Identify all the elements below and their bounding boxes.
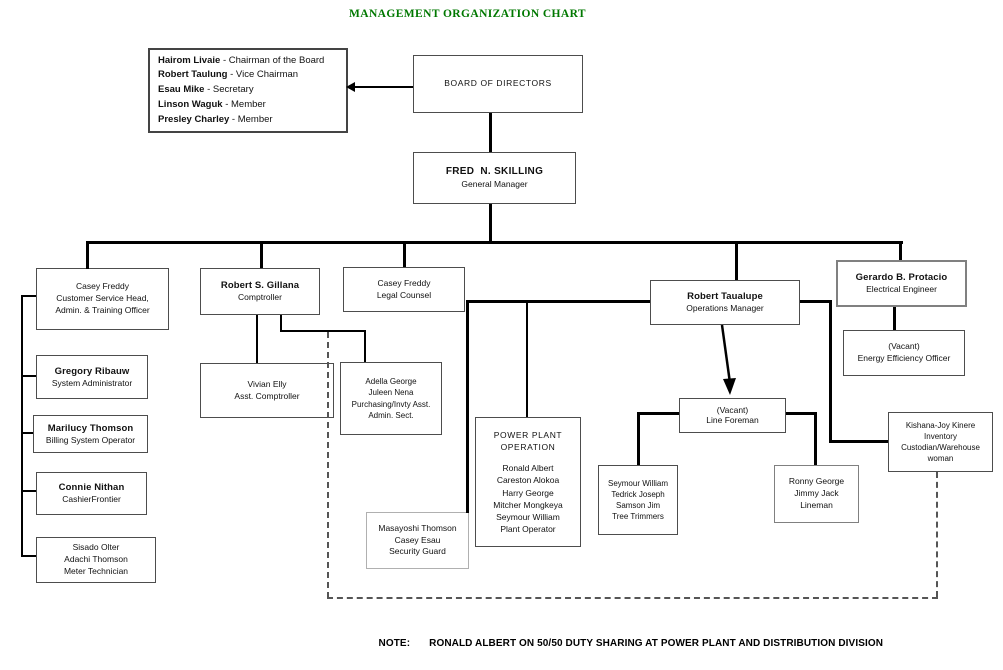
box-board-of-directors xyxy=(413,55,583,113)
person-role: Admin. Sect. xyxy=(368,410,414,420)
person-name: Kishana-Joy Kinere xyxy=(905,420,976,430)
person-name: Robert S. Gillana xyxy=(220,280,300,292)
line-to-adella-drop xyxy=(364,330,366,362)
person-role: Custodian/Warehouse xyxy=(901,443,980,452)
person-role: Legal Counsel xyxy=(376,289,432,300)
person-role: woman xyxy=(927,454,954,464)
person-name: Casey Freddy xyxy=(377,277,431,288)
board-member-row: Presley Charley - Member xyxy=(158,113,273,125)
box-customer-service-head xyxy=(36,268,169,330)
board-member-row: Linson Waguk - Member xyxy=(158,98,266,110)
note-text: RONALD ALBERT ON 50/50 DUTY SHARING AT POWER PLANT AND DISTRIBUTION DIVISION xyxy=(429,638,884,649)
line-rail-stub-marilucy xyxy=(23,432,33,434)
line-gillana-to-vivian xyxy=(256,315,258,363)
box-legal-counsel xyxy=(343,267,465,312)
person-role: Customer Service Head, xyxy=(56,293,149,304)
box-system-administrator xyxy=(36,355,148,399)
box-lineman xyxy=(774,465,859,523)
board-member-row: Esau Mike - Secretary xyxy=(158,84,254,96)
footer-note xyxy=(367,627,883,660)
line-to-power-plant xyxy=(526,302,528,417)
box-tree-trimmers xyxy=(598,465,678,535)
arrow-ops-to-foreman xyxy=(703,325,749,399)
person-name: Gerardo B. Protacio xyxy=(855,272,948,284)
person-name: Seymour William xyxy=(607,478,668,488)
person-role: Tree Trimmers xyxy=(612,512,664,522)
person-role: Meter Technician xyxy=(63,565,129,576)
person-name: Jimmy Jack xyxy=(794,488,839,499)
box-purchasing-admin xyxy=(340,362,442,435)
person-name: Seymour William xyxy=(496,511,560,522)
person-role: General Manager xyxy=(461,179,528,190)
person-role: Electrical Engineer xyxy=(866,284,937,295)
line-drop-legal xyxy=(403,241,406,267)
person-name: Harry George xyxy=(502,487,554,498)
box-electrical-engineer xyxy=(836,260,967,307)
line-foreman-left-horiz xyxy=(637,412,679,415)
person-role: Operations Manager xyxy=(686,303,764,314)
person-name: Ronny George xyxy=(788,476,845,487)
dept-title: OPERATION xyxy=(500,442,556,453)
person-name: Connie Nithan xyxy=(58,482,125,494)
line-drop-operations xyxy=(735,241,738,280)
dept-title: POWER PLANT xyxy=(493,430,563,441)
person-name: Tedrick Joseph xyxy=(611,489,665,499)
person-role: Line Foreman xyxy=(706,414,759,425)
box-energy-efficiency-officer xyxy=(843,330,965,376)
box-power-plant-operation xyxy=(475,417,581,547)
line-drop-cs-head xyxy=(86,241,89,269)
vacant-label: (Vacant) xyxy=(716,404,749,415)
dashed-line-horizontal xyxy=(327,597,938,599)
box-cashier xyxy=(36,472,147,515)
board-member-row: Robert Taulung - Vice Chairman xyxy=(158,69,299,81)
line-foreman-to-lineman xyxy=(814,412,817,465)
line-to-adella-horiz xyxy=(280,330,366,332)
dashed-line-vertical-right xyxy=(936,472,938,597)
person-name: Robert Taualupe xyxy=(687,291,763,303)
line-drop-electrical xyxy=(899,241,902,260)
person-role: Lineman xyxy=(800,499,833,510)
person-name: Juleen Nena xyxy=(368,388,414,398)
line-bod-to-members xyxy=(354,86,413,88)
line-left-rail xyxy=(21,295,23,557)
person-name: Casey Freddy xyxy=(76,281,129,292)
person-role: System Administrator xyxy=(51,377,133,388)
box-label: BOARD OF DIRECTORS xyxy=(444,78,552,89)
person-name: Sisado Olter xyxy=(72,542,120,553)
person-name: Marilucy Thomson xyxy=(47,422,134,434)
person-role: CashierFrontier xyxy=(62,494,121,505)
board-member-row: Hairom Livaie - Chairman of the Board xyxy=(158,54,325,66)
person-name: Masayoshi Thomson xyxy=(378,522,457,533)
line-rail-stub-cs xyxy=(22,295,36,297)
person-name: Vivian Elly xyxy=(247,378,287,389)
person-role: Billing System Operator xyxy=(45,434,136,445)
person-name: FRED N. SKILLING xyxy=(445,166,544,178)
line-foreman-right-horiz xyxy=(786,412,817,415)
line-ops-left-horiz xyxy=(466,300,650,303)
person-name: Casey Esau xyxy=(394,534,441,545)
person-role: Inventory xyxy=(924,431,957,441)
person-role: Plant Operator xyxy=(500,523,556,534)
box-board-members xyxy=(148,48,348,133)
person-role: Energy Efficiency Officer xyxy=(857,353,951,363)
line-protacio-to-vacant xyxy=(893,307,896,330)
person-name: Mitcher Mongkeya xyxy=(493,499,563,510)
person-role: Comptroller xyxy=(238,292,282,303)
person-role: Asst. Comptroller xyxy=(234,390,300,401)
person-name: Samson Jim xyxy=(615,501,660,510)
person-role: Admin. & Training Officer xyxy=(55,304,150,315)
line-ops-right-vert xyxy=(829,300,832,443)
dashed-line-vertical-left xyxy=(327,332,329,598)
page-title: MANAGEMENT ORGANIZATION CHART xyxy=(349,8,586,20)
vacant-label: (Vacant) xyxy=(888,341,920,352)
line-drop-comptroller xyxy=(260,241,263,268)
box-operations-manager xyxy=(650,280,800,325)
box-line-foreman xyxy=(679,398,786,433)
person-name: Careston Alokoa xyxy=(496,475,560,486)
line-ops-right-horiz xyxy=(800,300,832,303)
line-ops-to-security xyxy=(466,300,469,513)
person-name: Ronald Albert xyxy=(502,463,554,474)
line-rail-stub-sisado xyxy=(23,555,36,557)
arrowhead-left-icon xyxy=(346,82,355,92)
box-inventory-custodian xyxy=(888,412,993,472)
note-label: NOTE: xyxy=(378,638,411,649)
box-general-manager xyxy=(413,152,576,204)
line-foreman-to-trimmers xyxy=(637,412,640,465)
line-main-horizontal xyxy=(86,241,903,244)
person-name: Adachi Thomson xyxy=(64,554,128,565)
person-role: Security Guard xyxy=(389,546,446,557)
box-billing-system-operator xyxy=(33,415,148,453)
line-to-kishana xyxy=(829,440,888,443)
box-asst-comptroller xyxy=(200,363,334,418)
line-bod-to-gm xyxy=(489,113,492,152)
person-name: Adella George xyxy=(365,377,417,387)
box-meter-technician xyxy=(36,537,156,583)
person-role: Purchasing/Invty Asst. xyxy=(351,399,431,409)
person-name: Gregory Ribauw xyxy=(54,365,130,377)
line-gm-stem xyxy=(489,204,492,243)
line-rail-stub-connie xyxy=(23,490,36,492)
box-comptroller xyxy=(200,268,320,315)
line-rail-stub-gregory xyxy=(23,375,36,377)
box-security-guard xyxy=(366,512,469,569)
